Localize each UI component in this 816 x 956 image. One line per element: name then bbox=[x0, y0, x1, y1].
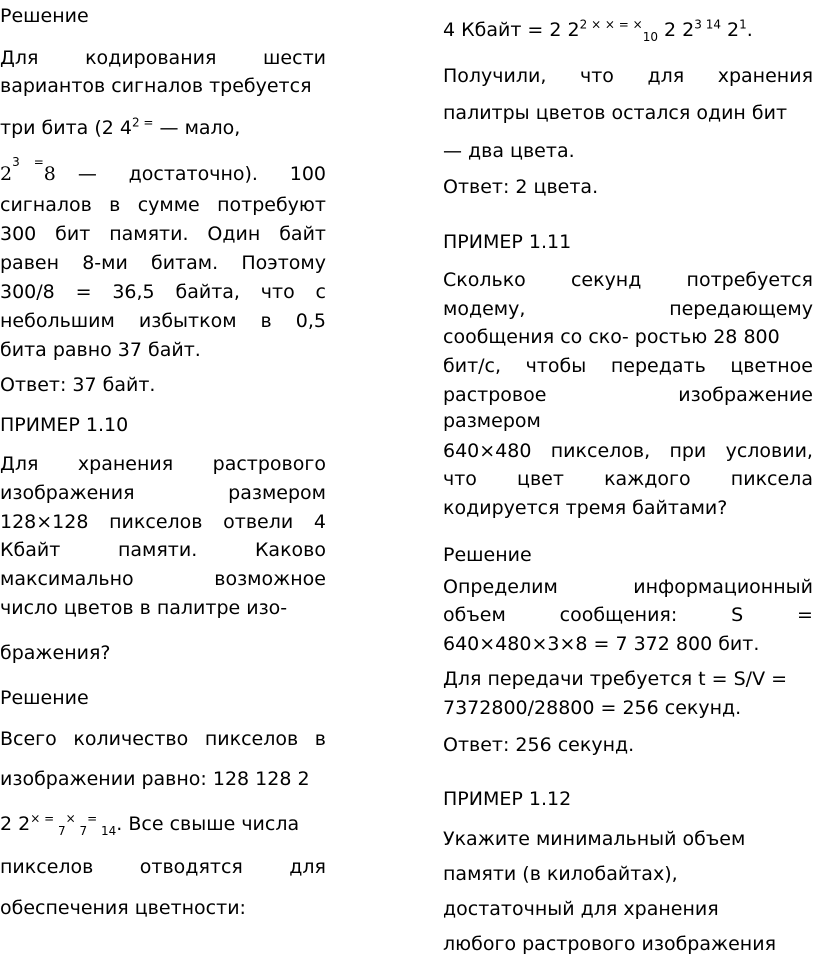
word: в bbox=[260, 310, 272, 332]
word: с bbox=[315, 281, 326, 303]
text-line bbox=[443, 575, 813, 599]
solution-heading: Решение bbox=[0, 5, 89, 27]
text-line bbox=[443, 383, 813, 407]
word: отвели bbox=[223, 511, 294, 533]
word: S bbox=[731, 604, 744, 626]
word: отводятся bbox=[139, 856, 243, 878]
word: пикселов bbox=[0, 856, 94, 878]
text-line bbox=[0, 510, 326, 534]
text-line: бита равно 37 байт. bbox=[0, 339, 201, 361]
word: хранения bbox=[77, 453, 174, 475]
text-line: обеспечения цветности: bbox=[0, 897, 246, 919]
word: 100 bbox=[289, 163, 326, 185]
exponent: 2 bbox=[131, 115, 140, 130]
text-line bbox=[443, 297, 813, 321]
exponent: 1 bbox=[739, 17, 747, 32]
text-line: бражения? bbox=[0, 642, 111, 664]
word: максимально bbox=[0, 568, 134, 590]
formula-operators: × = bbox=[30, 811, 58, 826]
word: = bbox=[797, 604, 813, 626]
text-fragment: 4 Кбайт = 2 2 bbox=[443, 19, 580, 41]
text-line: число цветов в палитре изо- bbox=[0, 597, 288, 619]
text-fragment: 2 2 bbox=[658, 19, 695, 41]
text-line bbox=[0, 251, 326, 275]
word: сигналов bbox=[0, 194, 92, 216]
word: передать bbox=[610, 355, 706, 377]
text-line: Для передачи требуется t = S/V = bbox=[443, 668, 788, 690]
answer-line: Ответ: 2 цвета. bbox=[443, 176, 599, 198]
word: памяти. bbox=[117, 539, 198, 561]
word: = bbox=[75, 281, 92, 303]
word: условии, bbox=[725, 440, 813, 462]
text-line bbox=[0, 309, 326, 333]
example-heading: ПРИМЕР 1.12 bbox=[443, 788, 572, 810]
word: пикселов, bbox=[550, 440, 651, 462]
answer-line: Ответ: 37 байт. bbox=[0, 374, 156, 396]
word: потребуется bbox=[686, 269, 813, 291]
text-line bbox=[0, 855, 326, 879]
example-heading: ПРИМЕР 1.11 bbox=[443, 231, 572, 253]
word: равен bbox=[0, 252, 60, 274]
word: избытком bbox=[138, 310, 237, 332]
text-fragment: 2 bbox=[721, 19, 740, 41]
word: битам. bbox=[151, 252, 219, 274]
word: в bbox=[109, 194, 121, 216]
word: бит/с, bbox=[443, 355, 502, 377]
math-base: 2 bbox=[0, 163, 13, 185]
text-line bbox=[0, 193, 326, 217]
word: Для bbox=[0, 47, 39, 69]
text-line bbox=[0, 116, 326, 140]
word: что bbox=[443, 468, 477, 490]
word: Сколько bbox=[443, 269, 526, 291]
word: Один bbox=[207, 223, 261, 245]
text-line: размером bbox=[443, 410, 541, 432]
word: кодирования bbox=[85, 47, 217, 69]
word: цвет bbox=[517, 468, 564, 490]
text-line bbox=[0, 280, 326, 304]
text-fragment: три бита (2 4 bbox=[0, 117, 132, 139]
formula-operators: = bbox=[87, 811, 101, 826]
word: хранения bbox=[717, 65, 813, 87]
word: 8-ми bbox=[82, 252, 128, 274]
text-line: кодируется тремя байтами? bbox=[443, 497, 728, 519]
word: 300/8 bbox=[0, 281, 55, 303]
exponent: 2 bbox=[579, 17, 588, 32]
text-line: любого растрового изображения bbox=[443, 933, 777, 955]
text-line bbox=[0, 452, 326, 476]
equals-sign: = bbox=[33, 155, 44, 169]
word: растровое bbox=[443, 384, 547, 406]
word: достаточно). bbox=[128, 163, 258, 185]
subscript: 14 bbox=[101, 823, 117, 838]
text-line: изображении равно: 128 128 2 bbox=[0, 768, 310, 790]
word: Получили, bbox=[443, 65, 547, 87]
word: передающему bbox=[669, 298, 813, 320]
word: для bbox=[647, 65, 685, 87]
word: бит bbox=[55, 223, 91, 245]
word: пикселов bbox=[204, 728, 299, 750]
word: что bbox=[260, 281, 295, 303]
word: Для bbox=[0, 453, 39, 475]
word: количество bbox=[73, 728, 189, 750]
word: изображение bbox=[678, 384, 813, 406]
word: памяти. bbox=[109, 223, 189, 245]
text-line: памяти (в килобайтах), bbox=[443, 863, 678, 885]
text-line bbox=[0, 567, 326, 591]
word: Всего bbox=[0, 728, 57, 750]
word: пиксела bbox=[730, 468, 813, 490]
word: возможное bbox=[214, 568, 326, 590]
word: изображения bbox=[0, 482, 135, 504]
word: шести bbox=[263, 47, 326, 69]
text-fragment: 2 2 bbox=[0, 813, 31, 835]
word: 128×128 bbox=[0, 511, 89, 533]
word: для bbox=[289, 856, 326, 878]
formula-line bbox=[0, 812, 326, 836]
text-fragment: — мало, bbox=[153, 117, 241, 139]
word: Каково bbox=[254, 539, 326, 561]
text-line: 640×480×3×8 = 7 372 800 бит. bbox=[443, 633, 760, 655]
word: 0,5 bbox=[295, 310, 326, 332]
text-line bbox=[443, 64, 813, 88]
word: информационный bbox=[633, 576, 813, 598]
text-line bbox=[0, 727, 326, 751]
word: пикселов bbox=[109, 511, 203, 533]
word: потребуют bbox=[217, 194, 326, 216]
word: небольшим bbox=[0, 310, 115, 332]
text-fragment: . Все свыше числа bbox=[116, 813, 300, 835]
word: объем bbox=[443, 604, 506, 626]
text-line bbox=[0, 46, 326, 70]
text-line: вариантов сигналов требуется bbox=[0, 75, 312, 97]
example-heading: ПРИМЕР 1.10 bbox=[0, 414, 129, 436]
answer-line: Ответ: 256 секунд. bbox=[443, 734, 635, 756]
word: сообщения: bbox=[559, 604, 678, 626]
text-line bbox=[0, 222, 326, 246]
word: байт bbox=[279, 223, 326, 245]
text-line bbox=[443, 467, 813, 491]
text-line bbox=[0, 538, 326, 562]
solution-heading: Решение bbox=[0, 687, 89, 709]
exponent: 3 14 bbox=[694, 17, 721, 32]
text-line: палитры цветов остался один бит bbox=[443, 102, 788, 124]
word: — bbox=[77, 163, 97, 185]
word: 36,5 bbox=[112, 281, 155, 303]
word: при bbox=[669, 440, 707, 462]
math-value: 8 bbox=[43, 163, 56, 185]
text-line bbox=[0, 155, 326, 186]
text-line bbox=[0, 481, 326, 505]
text-line bbox=[443, 439, 813, 463]
text-line bbox=[443, 268, 813, 292]
subscript: 10 bbox=[642, 29, 659, 44]
word: модему, bbox=[443, 298, 526, 320]
word: размером bbox=[228, 482, 326, 504]
subscript: 7 bbox=[79, 823, 88, 838]
word: 4 bbox=[313, 511, 326, 533]
word: что bbox=[579, 65, 614, 87]
equals-sign: = bbox=[139, 115, 154, 130]
text-line: достаточный для хранения bbox=[443, 898, 719, 920]
word: 300 bbox=[0, 223, 37, 245]
formula-operators: × bbox=[65, 811, 80, 826]
word: сумме bbox=[137, 194, 200, 216]
text-line: 7372800/28800 = 256 секунд. bbox=[443, 697, 742, 719]
word: Поэтому bbox=[241, 252, 326, 274]
word: Определим bbox=[443, 576, 558, 598]
exponent: 3 bbox=[12, 155, 20, 169]
text-line bbox=[443, 354, 813, 378]
word: растрового bbox=[212, 453, 326, 475]
solution-heading: Решение bbox=[443, 544, 532, 566]
formula-operators: × × = × bbox=[587, 17, 643, 32]
text-line bbox=[443, 603, 813, 627]
formula-line bbox=[443, 18, 813, 42]
word: чтобы bbox=[525, 355, 587, 377]
word: секунд bbox=[570, 269, 642, 291]
text-line: сообщения со ско- ростью 28 800 bbox=[443, 326, 780, 348]
text-line: — два цвета. bbox=[443, 140, 575, 162]
subscript: 7 bbox=[57, 823, 66, 838]
text-line: Укажите минимальный объем bbox=[443, 828, 746, 850]
word: каждого bbox=[604, 468, 691, 490]
word: байта, bbox=[175, 281, 240, 303]
text-fragment: . bbox=[746, 19, 753, 41]
word: в bbox=[314, 728, 326, 750]
word: Кбайт bbox=[0, 539, 61, 561]
word: 640×480 bbox=[443, 440, 532, 462]
word: цветное bbox=[730, 355, 813, 377]
